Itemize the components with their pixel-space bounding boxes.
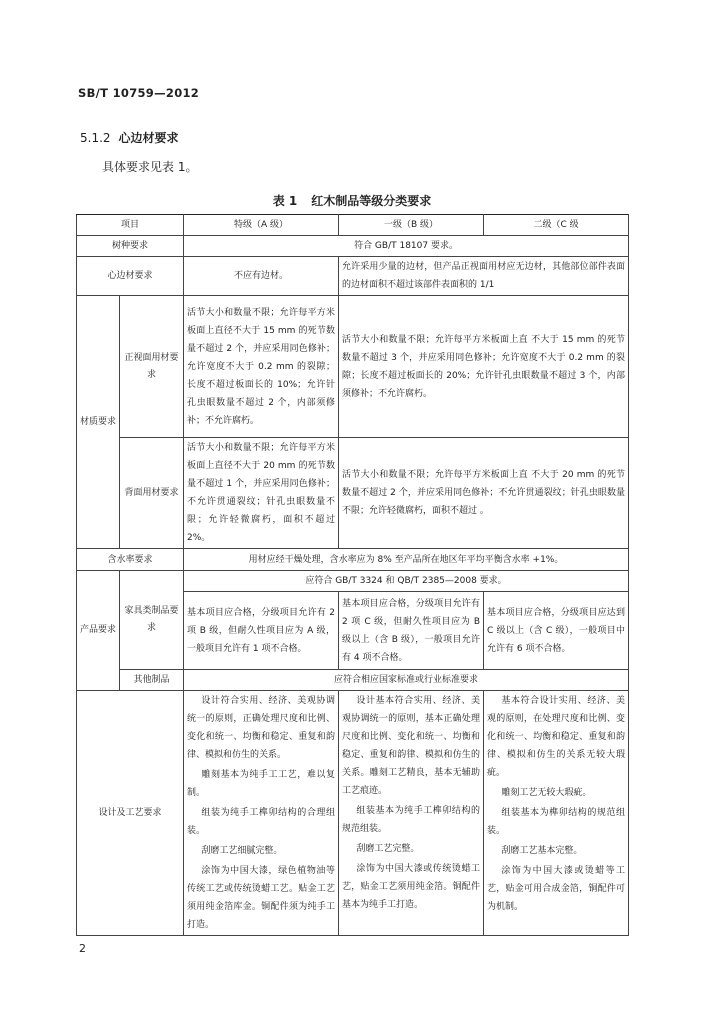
other-products-label: 其他制品	[120, 670, 184, 691]
table-caption	[0, 192, 704, 209]
design-c-para: 雕刻工艺无较大瑕疵。	[501, 788, 592, 798]
material-front-row	[77, 296, 629, 438]
moisture-value: 用材应经干燥处理，含水率应为 8% 至产品所在地区年平均平衡含水率 +1%。	[184, 549, 629, 571]
design-c-para: 组装基本为榫卯结构的规范组装。	[487, 808, 626, 836]
standard-number-header: SB/T 10759—2012	[78, 86, 200, 100]
design-b-para: 刮磨工艺完整。	[356, 844, 420, 854]
sapwood-label: 心边材要求	[77, 257, 184, 296]
material-label: 材质要求	[77, 296, 120, 549]
design-c-para: 基本符合设计实用、经济、美观的原则，在处理尺度和比例、变化和统一、均衡和稳定、重复和韵律、模拟和仿生的关系无较大瑕疵。	[487, 696, 626, 778]
material-back-label: 背面用材要求	[120, 438, 184, 549]
header-grade-c: 二级（C 级	[484, 215, 629, 236]
material-front-grade-bc: 活节大小和数量不限；允许每平方米板面上直 不大于 15 mm 的死节数量不超过 3 个，并应采用同色修补；允许宽度不大于 0.2 mm 的裂隙；长度不超过板面长的 20%；允许针孔虫眼数量不超过 3 个，内部须修补；不允许腐朽。	[339, 296, 629, 438]
table-caption-title: 红木制品等级分类要求	[311, 194, 432, 208]
species-value: 符合 GB/T 18107 要求。	[184, 236, 629, 257]
material-back-row	[77, 438, 629, 549]
design-a-para: 涂饰为中国大漆，绿色植物油等传统工艺或传统烫蜡工艺。贴金工艺须用纯金箔库金。铜配件须为纯手工打造。	[187, 866, 336, 930]
design-grade-b	[339, 691, 484, 936]
design-a-para: 设计符合实用、经济、美观协调统一的原则，正确处理尺度和比例、变化和统一、均衡和稳定、重复和韵律、模拟和仿生的关系。	[187, 696, 336, 760]
other-products-value: 应符合相应国家标准或行业标准要求	[184, 670, 629, 691]
section-number: 5.1.2	[80, 131, 111, 145]
material-back-grade-a: 活节大小和数量不限；允许每平方米板面上直径不大于 20 mm 的死节数量不超过 1 个，并应采用同色修补；不允许贯通裂纹；针孔虫眼数量不限；允许轻微腐朽，面积不超过 2%。	[184, 438, 339, 549]
species-label: 树种要求	[77, 236, 184, 257]
material-front-grade-a: 活节大小和数量不限；允许每平方米板面上直径不大于 15 mm 的死节数量不超过 2 个，并应采用同色修补；允许宽度不大于 0.2 mm 的裂隙；长度不超过板面长的 10%；允许针孔虫眼数量不超过 2 个，内部须修补；不允许腐朽。	[184, 296, 339, 438]
other-products-row	[77, 670, 629, 691]
sapwood-grade-bc: 允许采用少量的边材，但产品正视面用材应无边材，其他部位部件表面的边材面积不超过该部件表面积的 1/1	[339, 257, 629, 296]
header-item: 项目	[77, 215, 184, 236]
page-number: 2	[79, 942, 86, 955]
furniture-grade-b: 基本项目应合格，分级项目允许有 2 项 C 级，但耐久性项目应为 B 级以上（含 B 级），一般项目允许有 4 项不合格。	[339, 592, 484, 670]
design-b-para: 涂饰为中国大漆或传统烫蜡工艺，贴金工艺须用纯金箔。铜配件基本为纯手工打造。	[342, 864, 481, 910]
design-c-para: 刮磨工艺基本完整。	[501, 846, 583, 856]
design-b-para: 组装基本为纯手工榫卯结构的规范组装。	[342, 806, 481, 834]
section-title: 心边材要求	[118, 131, 179, 145]
material-back-grade-bc: 活节大小和数量不限；允许每平方米板面上直 不大于 20 mm 的死节数量不超过 2 个，并应采用同色修补；不允许贯通裂纹；针孔虫眼数量不限；允许轻微腐朽，面积不超过 。	[339, 438, 629, 549]
moisture-label: 含水率要求	[77, 549, 184, 571]
furniture-label: 家具类制品要求	[120, 571, 184, 670]
table-header-row	[77, 215, 629, 236]
moisture-row	[77, 549, 629, 571]
grade-requirements-table	[76, 214, 629, 936]
design-c-para: 涂饰为中国大漆或烫蜡等工艺，贴金可用合成金箔，铜配件可为机制。	[487, 866, 626, 912]
design-row	[77, 691, 629, 936]
product-label: 产品要求	[77, 571, 120, 691]
design-a-para: 刮磨工艺细腻完整。	[201, 846, 283, 856]
intro-text: 具体要求见表 1。	[102, 160, 198, 174]
furniture-common-value: 应符合 GB/T 3324 和 QB/T 2385—2008 要求。	[184, 571, 629, 592]
design-a-para: 组装为纯手工榫卯结构的合理组装。	[187, 808, 336, 836]
design-grade-c	[484, 691, 629, 936]
design-label: 设计及工艺要求	[77, 691, 184, 936]
furniture-grade-a: 基本项目应合格，分级项目允许有 2 项 B 级，但耐久性项目应为 A 级，一般项目允许有 1 项不合格。	[184, 592, 339, 670]
header-grade-b: 一级（B 级）	[339, 215, 484, 236]
design-grade-a	[184, 691, 339, 936]
design-a-para: 雕刻基本为纯手工工艺，难以复制。	[187, 770, 336, 798]
table-caption-label: 表 1	[272, 194, 298, 208]
header-grade-a: 特级（A 级）	[184, 215, 339, 236]
sapwood-row	[77, 257, 629, 296]
section-heading	[80, 129, 179, 146]
furniture-common-row	[77, 571, 629, 592]
material-front-label: 正视面用材要求	[120, 296, 184, 438]
furniture-grade-c: 基本项目应合格，分级项目应达到 C 级以上（含 C 级），一般项目中允许有 6 项不合格。	[484, 592, 629, 670]
sapwood-grade-a: 不应有边材。	[184, 257, 339, 296]
design-b-para: 设计基本符合实用、经济、美观协调统一的原则，基本正确处理尺度和比例、变化和统一、均衡和稳定、重复和韵律、模拟和仿生的关系。雕刻工艺精良，基本无辅助工艺痕迹。	[342, 696, 481, 796]
species-row	[77, 236, 629, 257]
